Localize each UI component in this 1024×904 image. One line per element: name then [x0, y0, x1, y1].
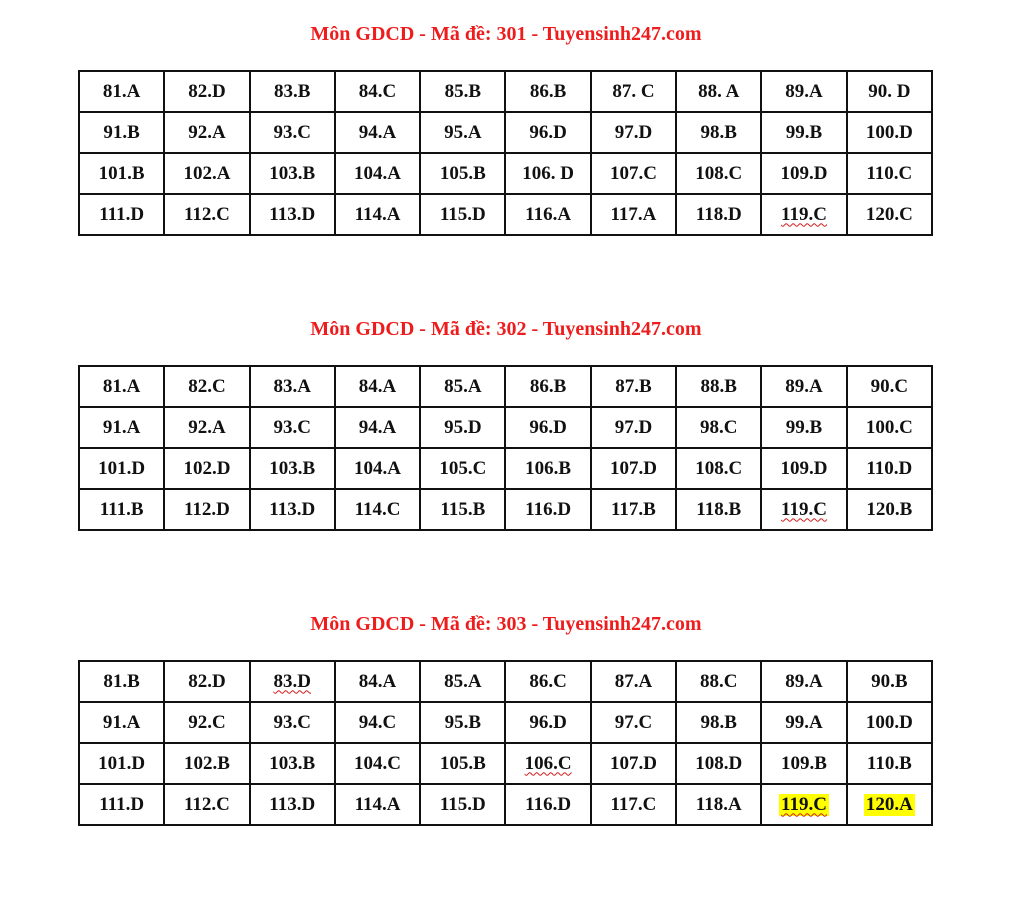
answer-cell: [761, 702, 846, 743]
answer-cell: [591, 194, 676, 235]
answer-cell: [505, 194, 590, 235]
answer-value: 120.C: [865, 203, 913, 225]
answer-value: 106.B: [525, 457, 572, 479]
answer-cell: [591, 743, 676, 784]
answer-value: 117.C: [610, 793, 657, 815]
answer-row: [79, 71, 932, 112]
answer-value: 84.A: [358, 375, 397, 397]
answer-value: 116.D: [525, 793, 572, 815]
answer-cell: [591, 366, 676, 407]
answer-cell: [420, 407, 505, 448]
answer-cell: [847, 112, 932, 153]
answer-cell: [847, 784, 932, 825]
answer-row: [79, 366, 932, 407]
answer-cell: [591, 784, 676, 825]
answer-cell: [335, 194, 420, 235]
answer-cell: [420, 71, 505, 112]
answer-value: 107.C: [609, 162, 657, 184]
answer-cell: [847, 743, 932, 784]
answer-value: 110.D: [866, 457, 913, 479]
answer-value: 92.A: [188, 416, 226, 438]
answer-cell: [79, 784, 164, 825]
answer-value: 89.A: [785, 80, 823, 102]
answer-value: 93.C: [273, 711, 311, 733]
answer-cell: [164, 784, 249, 825]
answer-cell: [79, 407, 164, 448]
answer-cell: [676, 702, 761, 743]
answer-cell: [79, 153, 164, 194]
answer-value: 117.A: [610, 203, 657, 225]
answer-value: 86.C: [529, 670, 567, 692]
answer-cell: [591, 661, 676, 702]
answer-cell: [847, 702, 932, 743]
answer-value: 111.D: [99, 203, 145, 225]
answer-value: 103.B: [269, 162, 316, 184]
answer-value: 96.D: [529, 416, 567, 438]
answer-value: 114.A: [354, 793, 401, 815]
answer-value: 116.D: [525, 498, 572, 520]
answer-cell: [761, 194, 846, 235]
answer-cell: [79, 743, 164, 784]
answer-value: 109.B: [781, 752, 827, 774]
answer-value: 83.B: [274, 80, 311, 102]
answer-row: [79, 407, 932, 448]
answer-value: 86.B: [529, 80, 567, 102]
answer-value: 81.A: [102, 80, 141, 102]
answer-value: 101.B: [98, 162, 145, 184]
answer-cell: [761, 407, 846, 448]
answer-value: 95.A: [444, 121, 482, 143]
answer-value: 85.A: [444, 375, 482, 397]
answer-cell: [505, 407, 590, 448]
answer-cell: [761, 489, 846, 530]
answer-cell: [676, 71, 761, 112]
answer-value: 98.C: [699, 416, 738, 438]
answer-value: 118.A: [695, 793, 742, 815]
answer-value: 88.B: [700, 375, 737, 397]
answer-cell: [847, 489, 932, 530]
answer-cell: [761, 112, 846, 153]
answer-cell: [335, 743, 420, 784]
answer-cell: [164, 366, 249, 407]
answer-cell: [591, 489, 676, 530]
answer-cell: [847, 661, 932, 702]
answer-value: 118.B: [696, 498, 742, 520]
answer-value: 95.B: [444, 711, 482, 733]
answer-row: [79, 743, 932, 784]
answer-cell: [505, 489, 590, 530]
answer-value: 100.D: [865, 711, 913, 733]
answer-table-301: [78, 70, 933, 236]
answer-cell: [676, 448, 761, 489]
answer-value: 118.D: [695, 203, 742, 225]
answer-cell: [79, 489, 164, 530]
answer-cell: [591, 112, 676, 153]
answer-cell: [420, 743, 505, 784]
answer-value: 89.A: [785, 670, 823, 692]
answer-cell: [591, 153, 676, 194]
answer-value: 115.D: [439, 203, 486, 225]
answer-value: 86.B: [529, 375, 567, 397]
answer-value: 108.D: [695, 752, 743, 774]
answer-value: 87. C: [612, 80, 655, 102]
answer-cell: [591, 448, 676, 489]
answer-cell: [420, 702, 505, 743]
answer-value: 99.B: [785, 416, 823, 438]
answer-value: 111.B: [99, 498, 144, 520]
answer-cell: [164, 743, 249, 784]
answer-value: 113.D: [269, 203, 316, 225]
answer-cell: [335, 366, 420, 407]
answer-value: 106.C: [524, 752, 572, 774]
answer-value: 115.D: [439, 793, 486, 815]
answer-value: 112.D: [183, 498, 230, 520]
answer-cell: [250, 407, 335, 448]
section-title-301: Môn GDCD - Mã đề: 301 - Tuyensinh247.com: [310, 23, 702, 45]
answer-value: 81.B: [103, 670, 140, 692]
section-title-302: Môn GDCD - Mã đề: 302 - Tuyensinh247.com: [310, 318, 702, 340]
answer-table-303: [78, 660, 933, 826]
answer-cell: [676, 366, 761, 407]
answer-cell: [847, 153, 932, 194]
answer-value: 92.A: [188, 121, 226, 143]
answer-row: [79, 661, 932, 702]
answer-cell: [250, 366, 335, 407]
answer-cell: [164, 153, 249, 194]
answer-value: 88. A: [698, 80, 740, 102]
answer-value: 98.B: [700, 121, 737, 143]
answer-value: 97.D: [614, 416, 653, 438]
answer-cell: [335, 661, 420, 702]
answer-cell: [79, 71, 164, 112]
answer-cell: [335, 784, 420, 825]
answer-value: 100.D: [865, 121, 913, 143]
answer-value: 106. D: [522, 162, 574, 184]
answer-cell: [591, 71, 676, 112]
answer-cell: [847, 366, 932, 407]
answer-value: 107.D: [609, 752, 657, 774]
answer-value: 90.B: [871, 670, 908, 692]
answer-value: 97.C: [614, 711, 653, 733]
answer-value: 105.B: [439, 162, 486, 184]
answer-cell: [676, 153, 761, 194]
answer-value: 110.C: [866, 162, 913, 184]
answer-cell: [676, 489, 761, 530]
answer-cell: [79, 661, 164, 702]
answer-value: 111.D: [99, 793, 145, 815]
answer-cell: [505, 661, 590, 702]
answer-value: 84.A: [358, 670, 397, 692]
answer-value: 83.D: [273, 670, 311, 692]
answer-cell: [79, 194, 164, 235]
answer-value: 87.A: [614, 670, 653, 692]
answer-value: 96.D: [529, 711, 567, 733]
answer-row: [79, 153, 932, 194]
answer-table-302: [78, 365, 933, 531]
answer-cell: [335, 153, 420, 194]
answer-value: 95.D: [444, 416, 482, 438]
answer-value: 119.C: [781, 498, 827, 520]
answer-cell: [250, 153, 335, 194]
answer-cell: [761, 366, 846, 407]
answer-value: 91.A: [102, 711, 141, 733]
answer-cell: [420, 194, 505, 235]
answer-cell: [505, 366, 590, 407]
answer-value: 93.C: [273, 416, 311, 438]
answer-cell: [761, 743, 846, 784]
answer-cell: [505, 112, 590, 153]
answer-cell: [761, 71, 846, 112]
answer-value: 115.B: [440, 498, 486, 520]
answer-value: 91.A: [102, 416, 141, 438]
answer-value: 82.C: [188, 375, 226, 397]
answer-value: 84.C: [358, 80, 397, 102]
answer-cell: [335, 71, 420, 112]
answer-cell: [164, 194, 249, 235]
answer-row: [79, 194, 932, 235]
answer-cell: [79, 448, 164, 489]
answer-value: 101.D: [98, 457, 146, 479]
answer-cell: [761, 153, 846, 194]
answer-cell: [335, 112, 420, 153]
answer-value: 82.D: [188, 80, 226, 102]
answer-value: 110.B: [866, 752, 912, 774]
answer-cell: [420, 366, 505, 407]
answer-cell: [505, 784, 590, 825]
answer-value: 108.C: [695, 162, 743, 184]
answer-value: 112.C: [183, 203, 230, 225]
answer-value: 89.A: [785, 375, 823, 397]
answer-cell: [761, 448, 846, 489]
answer-cell: [164, 71, 249, 112]
answer-value: 105.C: [439, 457, 487, 479]
answer-value: 109.D: [780, 457, 828, 479]
answer-value: 117.B: [610, 498, 656, 520]
answer-cell: [250, 489, 335, 530]
answer-cell: [250, 194, 335, 235]
answer-cell: [79, 702, 164, 743]
answer-value: 85.B: [444, 80, 482, 102]
answer-cell: [79, 112, 164, 153]
answer-value: 92.C: [188, 711, 226, 733]
answer-cell: [335, 702, 420, 743]
answer-cell: [250, 661, 335, 702]
answer-value: 120.B: [866, 498, 913, 520]
answer-cell: [250, 71, 335, 112]
answer-cell: [676, 194, 761, 235]
answer-cell: [676, 743, 761, 784]
answer-cell: [79, 366, 164, 407]
answer-cell: [505, 702, 590, 743]
answer-cell: [420, 112, 505, 153]
answer-value: 102.A: [183, 162, 231, 184]
answer-cell: [420, 448, 505, 489]
answer-value: 119.C: [781, 793, 827, 815]
answer-value: 87.B: [615, 375, 652, 397]
answer-value: 119.C: [781, 203, 827, 225]
answer-cell: [164, 489, 249, 530]
answer-cell: [676, 661, 761, 702]
answer-row: [79, 784, 932, 825]
answer-value: 98.B: [700, 711, 737, 733]
answer-cell: [761, 661, 846, 702]
answer-cell: [847, 448, 932, 489]
answer-cell: [250, 112, 335, 153]
answer-cell: [591, 702, 676, 743]
answer-value: 94.A: [358, 416, 397, 438]
answer-cell: [164, 448, 249, 489]
answer-value: 113.D: [269, 498, 316, 520]
answer-value: 109.D: [780, 162, 828, 184]
answer-cell: [847, 71, 932, 112]
answer-cell: [164, 112, 249, 153]
answer-cell: [335, 448, 420, 489]
answer-value: 100.C: [865, 416, 913, 438]
answer-value: 101.D: [98, 752, 146, 774]
answer-value: 108.C: [695, 457, 743, 479]
answer-value: 99.A: [785, 711, 823, 733]
answer-cell: [676, 784, 761, 825]
answer-value: 91.B: [103, 121, 140, 143]
answer-value: 96.D: [529, 121, 567, 143]
answer-cell: [250, 743, 335, 784]
answer-cell: [505, 71, 590, 112]
answer-row: [79, 489, 932, 530]
answer-row: [79, 112, 932, 153]
answer-cell: [676, 407, 761, 448]
answer-value: 85.A: [444, 670, 482, 692]
answer-value: 114.A: [354, 203, 401, 225]
answer-cell: [505, 743, 590, 784]
answer-cell: [250, 702, 335, 743]
answer-value: 120.A: [865, 793, 913, 815]
answer-cell: [420, 153, 505, 194]
answer-cell: [591, 407, 676, 448]
answer-cell: [420, 784, 505, 825]
answer-value: 102.B: [183, 752, 230, 774]
answer-value: 94.A: [358, 121, 397, 143]
answer-value: 97.D: [614, 121, 653, 143]
answer-value: 81.A: [102, 375, 141, 397]
answer-value: 82.D: [188, 670, 226, 692]
answer-value: 104.A: [354, 457, 402, 479]
answer-row: [79, 702, 932, 743]
answer-value: 112.C: [183, 793, 230, 815]
answer-value: 94.C: [358, 711, 397, 733]
answer-value: 113.D: [269, 793, 316, 815]
answer-cell: [335, 489, 420, 530]
answer-value: 83.A: [273, 375, 311, 397]
answer-value: 107.D: [609, 457, 657, 479]
answer-cell: [847, 407, 932, 448]
answer-cell: [676, 112, 761, 153]
answer-value: 103.B: [269, 752, 316, 774]
answer-cell: [505, 153, 590, 194]
answer-value: 103.B: [269, 457, 316, 479]
answer-row: [79, 448, 932, 489]
answer-value: 114.C: [354, 498, 401, 520]
answer-cell: [250, 784, 335, 825]
answer-value: 90. D: [868, 80, 911, 102]
answer-cell: [164, 661, 249, 702]
answer-cell: [164, 702, 249, 743]
answer-cell: [761, 784, 846, 825]
answer-value: 104.C: [354, 752, 402, 774]
answer-cell: [420, 489, 505, 530]
answer-cell: [420, 661, 505, 702]
answer-value: 88.C: [699, 670, 738, 692]
answer-cell: [164, 407, 249, 448]
answer-cell: [335, 407, 420, 448]
answer-value: 99.B: [785, 121, 823, 143]
answer-value: 105.B: [439, 752, 486, 774]
answer-value: 116.A: [525, 203, 572, 225]
answer-value: 102.D: [183, 457, 231, 479]
answer-value: 93.C: [273, 121, 311, 143]
answer-value: 104.A: [354, 162, 402, 184]
answer-cell: [505, 448, 590, 489]
answer-cell: [250, 448, 335, 489]
answer-cell: [847, 194, 932, 235]
answer-value: 90.C: [870, 375, 909, 397]
section-title-303: Môn GDCD - Mã đề: 303 - Tuyensinh247.com: [310, 613, 702, 635]
